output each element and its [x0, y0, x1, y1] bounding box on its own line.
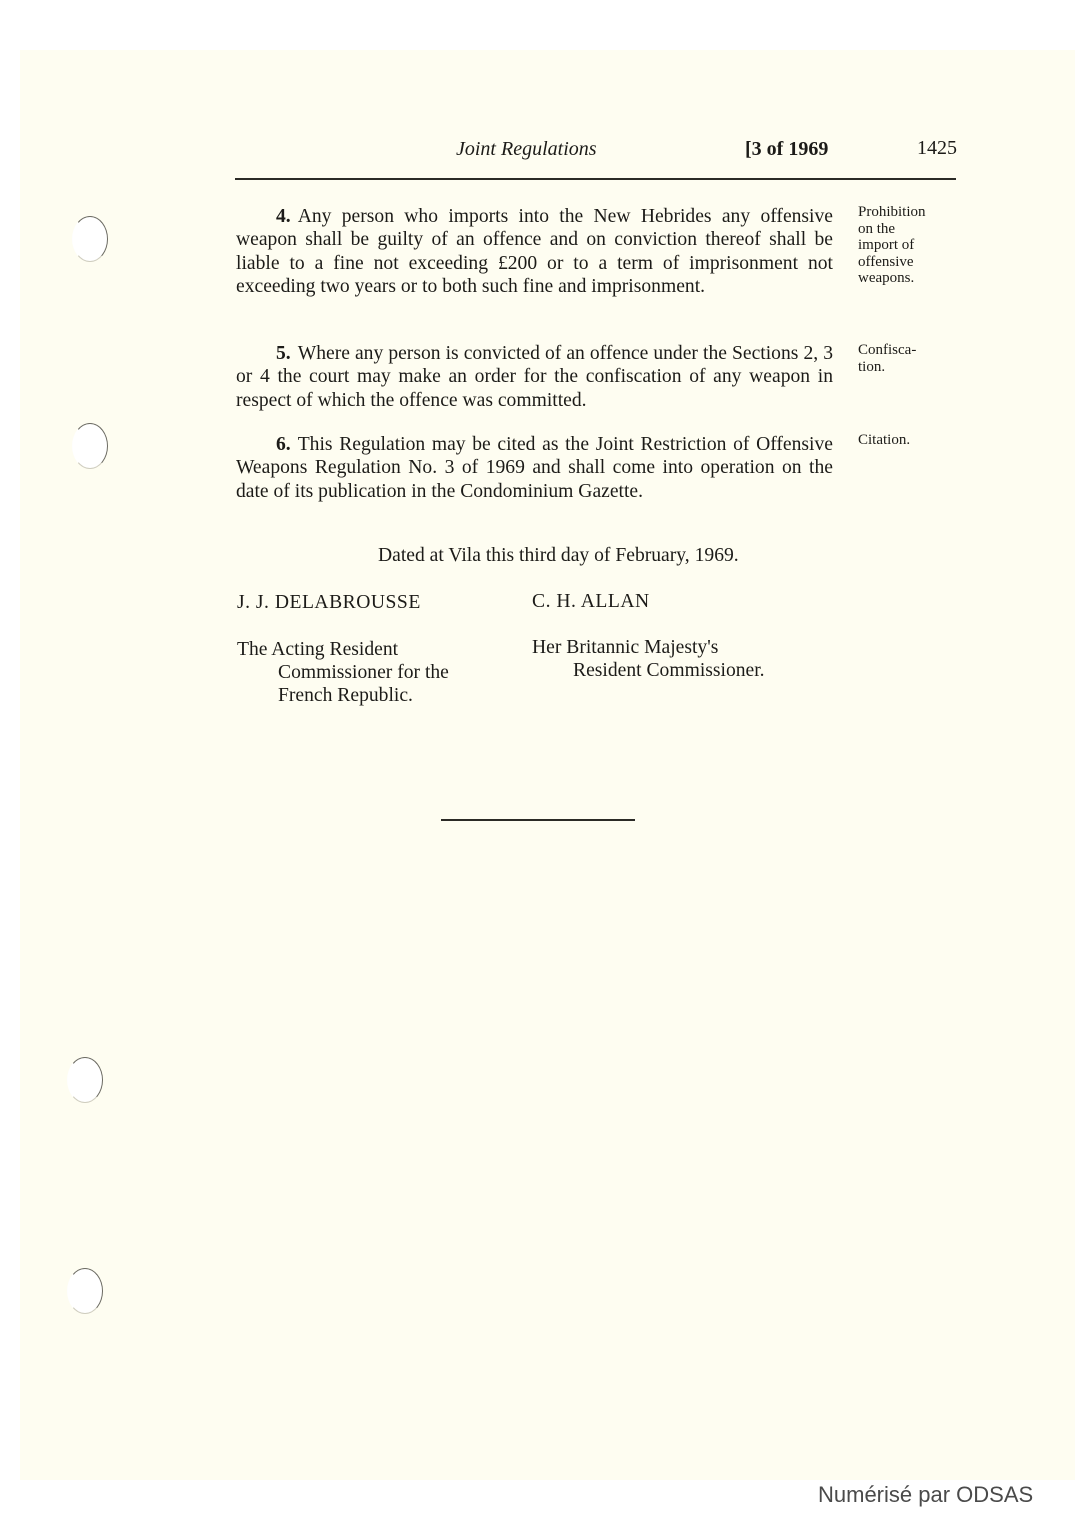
binder-hole: [72, 216, 108, 262]
section-6: [236, 433, 833, 503]
title-line: Her Britannic Majesty's: [532, 637, 719, 658]
binder-hole: [72, 423, 108, 469]
binder-hole: [67, 1057, 103, 1103]
margin-note-line: import of: [858, 237, 915, 253]
page-number: 1425: [917, 137, 957, 159]
act-reference: [3 of 1969: [745, 138, 829, 160]
binder-hole: [67, 1268, 103, 1314]
running-title: Joint Regulations: [456, 138, 597, 160]
margin-note-line: Citation.: [858, 432, 911, 448]
section-4: [236, 205, 833, 298]
signatory-title-right: [532, 636, 765, 682]
margin-note-line: Prohibition: [858, 204, 926, 220]
end-rule: [441, 819, 635, 821]
signatory-name-left: J. J. DELABROUSSE: [237, 592, 421, 613]
dated-line: Dated at Vila this third day of February, 1969.: [378, 545, 739, 566]
section-5: [236, 342, 833, 412]
section-number: 6.: [276, 434, 291, 455]
section-text: Where any person is convicted of an offence under the Sections 2, 3 or 4 the court may make an order for the confiscation of any weapon in respect of which the offence was committed.: [236, 343, 833, 411]
signatory-name-right: C. H. ALLAN: [532, 591, 650, 612]
margin-note-confiscation: [858, 342, 958, 375]
title-line: Resident Commissioner.: [573, 660, 765, 682]
signatory-title-left: [237, 638, 449, 708]
section-text: This Regulation may be cited as the Joint Restriction of Offensive Weapons Regulation No. 3 of 1969 and shall come into operation on the date of its publication in the Condominium Gazette.: [236, 434, 833, 502]
margin-note-citation: [858, 432, 958, 449]
margin-note-line: offensive: [858, 253, 914, 270]
digitization-credit: Numérisé par ODSAS: [818, 1482, 1034, 1507]
title-line: Commissioner for the: [278, 662, 449, 684]
margin-note-line: on the: [858, 220, 896, 237]
section-number: 4.: [276, 206, 291, 227]
header-rule: [235, 178, 956, 180]
margin-note-line: tion.: [858, 358, 886, 375]
title-line: The Acting Resident: [237, 639, 399, 660]
title-line: French Republic.: [278, 685, 413, 707]
margin-note-line: weapons.: [858, 270, 915, 286]
margin-note-prohibition: [858, 204, 958, 287]
section-number: 5.: [276, 343, 291, 364]
section-text: Any person who imports into the New Hebrides any offensive weapon shall be guilty of an offence and on conviction thereof shall be liable to a fine not exceeding £200 or to a term of imprisonment not exceeding two years or to both such fine and imprisonment.: [236, 206, 833, 297]
margin-note-line: Confisca-: [858, 342, 917, 358]
